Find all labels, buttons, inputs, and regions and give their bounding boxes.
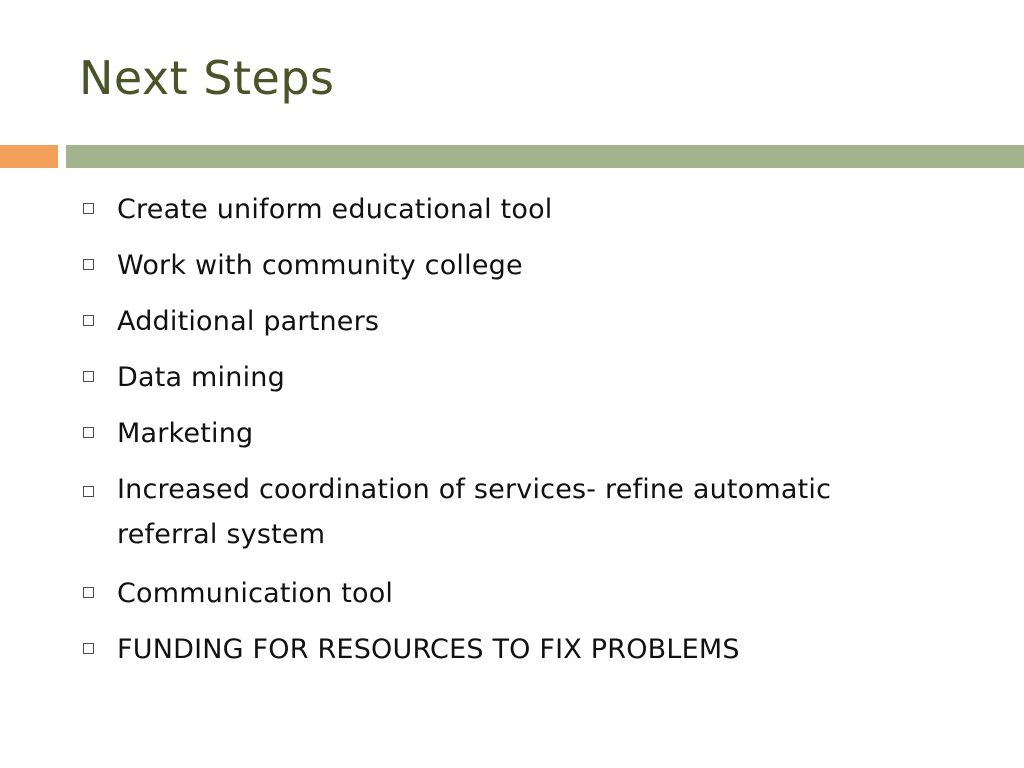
hollow-square-bullet-icon xyxy=(83,259,94,270)
bullet-list xyxy=(80,190,940,686)
bullet-text: Increased coordination of services- refine automatic referral system xyxy=(117,474,832,550)
title-rule-accent xyxy=(0,145,58,168)
bullet-text: FUNDING FOR RESOURCES TO FIX PROBLEMS xyxy=(117,634,740,665)
hollow-square-bullet-icon xyxy=(83,587,94,598)
hollow-square-bullet-icon xyxy=(83,427,94,438)
list-item xyxy=(80,246,940,285)
list-item xyxy=(80,414,940,453)
hollow-square-bullet-icon xyxy=(83,486,94,497)
bullet-text: Work with community college xyxy=(117,250,523,281)
list-item xyxy=(80,190,940,229)
list-item xyxy=(80,574,940,613)
list-item xyxy=(80,630,940,669)
bullet-text: Marketing xyxy=(117,418,254,449)
bullet-text: Additional partners xyxy=(117,306,380,337)
hollow-square-bullet-icon xyxy=(83,371,94,382)
list-item xyxy=(80,358,940,397)
title-rule-bar xyxy=(66,145,1024,168)
bullet-text: Create uniform educational tool xyxy=(117,194,553,225)
slide-title: Next Steps xyxy=(79,51,335,105)
bullet-text: Communication tool xyxy=(117,578,394,609)
list-item xyxy=(80,470,940,557)
hollow-square-bullet-icon xyxy=(83,315,94,326)
list-item xyxy=(80,302,940,341)
hollow-square-bullet-icon xyxy=(83,203,94,214)
hollow-square-bullet-icon xyxy=(83,643,94,654)
bullet-text: Data mining xyxy=(117,362,285,393)
